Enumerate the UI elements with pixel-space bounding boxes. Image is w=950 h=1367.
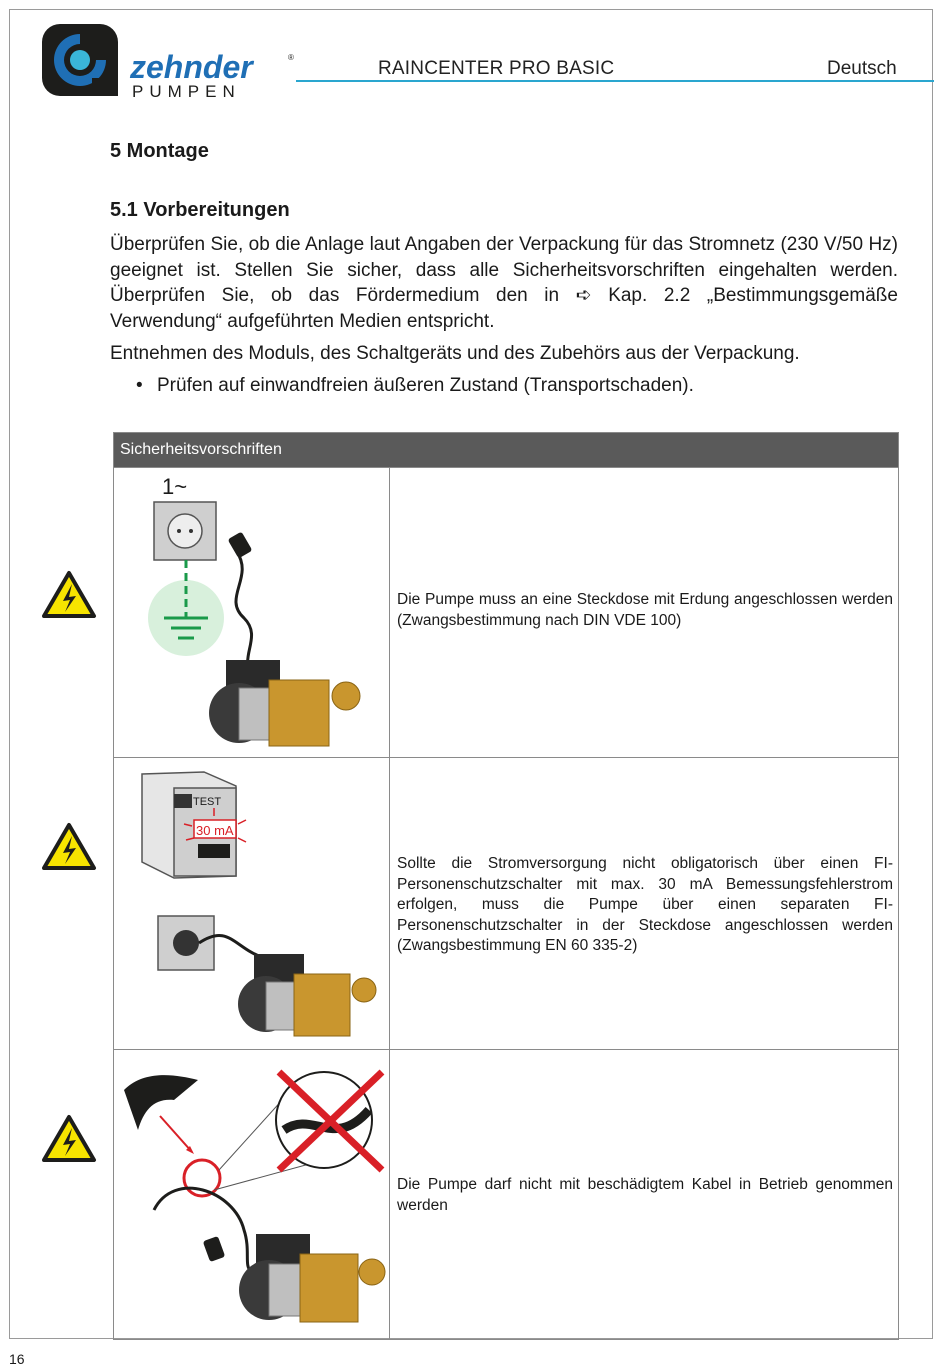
high-voltage-warning-icon (41, 822, 97, 872)
list-item: • Prüfen auf einwandfreien äußeren Zustand (Transportschaden). (136, 375, 694, 396)
page-number: 16 (9, 1351, 25, 1367)
safety-table (113, 432, 899, 1340)
logo-sub-text: PUMPEN (132, 82, 241, 100)
rcd-test-label: TEST (193, 796, 222, 808)
table-row (114, 1049, 898, 1340)
header-rule (296, 80, 934, 82)
zehnder-logo (40, 20, 300, 100)
paragraph-unpacking: Entnehmen des Moduls, des Schaltgeräts und des Zubehörs aus der Verpackung. (110, 343, 800, 364)
damaged-cable-illustration (114, 1050, 390, 1340)
subsection-heading: 5.1 Vorbereitungen (110, 199, 290, 221)
table-row (114, 467, 898, 757)
safety-rule-text: Die Pumpe muss an eine Steckdose mit Erdung angeschlossen werden (Zwangsbestimmung nach DIN VDE 100) (397, 591, 893, 629)
safety-rule-text: Die Pumpe darf nicht mit beschädigtem Kabel in Betrieb genommen werden (397, 1176, 893, 1214)
rcd-current-label: 30 mA (196, 823, 234, 838)
paragraph-preparation: Überprüfen Sie, ob die Anlage laut Angaben der Verpackung für das Stromnetz (230 V/50 Hz) geeignet ist. Stellen Sie sicher, dass alle Sicherheitsvorschriften eingehalten werden. Überprüfen Sie, ob das Fördermedium den in ➪ Kap. 2.2 „Bestimmungsgemäße Verwendung“ aufgeführten Medien entspricht. (110, 234, 898, 332)
safety-table-header: Sicherheitsvorschriften (114, 433, 898, 467)
svg-text:®: ® (288, 53, 294, 62)
high-voltage-warning-icon (41, 570, 97, 620)
bullet-icon: • (136, 375, 143, 396)
logo-brand-text: zehnder (130, 49, 253, 85)
high-voltage-warning-icon (41, 1114, 97, 1164)
reference-arrow-icon: ➪ (575, 285, 592, 306)
grounded-socket-illustration (114, 468, 390, 757)
rcd-breaker-illustration (114, 758, 390, 1049)
document-title: RAINCENTER PRO BASIC (378, 58, 615, 79)
table-row (114, 757, 898, 1049)
safety-rule-text: Sollte die Stromversorgung nicht obligatorisch über einen FI-Personenschutzschalter mit max. 30 mA Bemessungsfehlerstrom erfolgen, muss die Pumpe über einen separaten FI-Personenschutzschalter in der Steckdose angeschlossen werden (Zwangsbestimmung EN 60 335-2) (397, 855, 893, 954)
section-heading: 5 Montage (110, 140, 209, 162)
chapter-reference-link[interactable]: Kap. 2.2 „Bestimmungsgemäße Verwendung“ aufgeführten Medien entspricht. (110, 285, 898, 332)
document-language: Deutsch (827, 58, 897, 79)
single-phase-label: 1~ (162, 474, 188, 499)
